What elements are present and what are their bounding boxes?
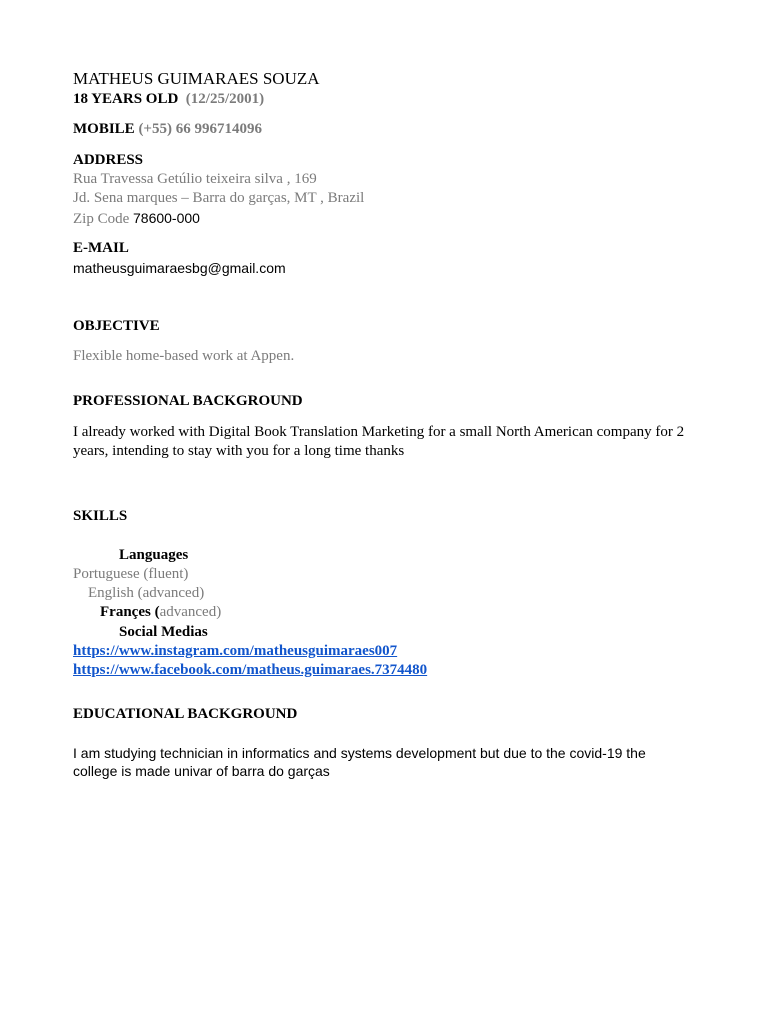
french-label: Françes ( (100, 604, 160, 620)
objective-label: OBJECTIVE (73, 318, 160, 334)
email-value: matheusguimaraesbg@gmail.com (73, 260, 286, 276)
language-french (100, 603, 221, 622)
french-level: advanced) (159, 604, 222, 620)
skills-label: SKILLS (73, 508, 128, 524)
address-line-1: Rua Travessa Getúlio teixeira silva , 169 (73, 171, 317, 187)
professional-label: PROFESSIONAL BACKGROUND (73, 393, 303, 409)
zip-value: 78600-000 (133, 210, 200, 226)
education-text: I am studying technician in informatics and systems development but due to the covid-19 the college is made univar of barra do garças (73, 745, 646, 779)
language-portuguese: Portuguese (fluent) (73, 566, 189, 582)
facebook-link[interactable]: https://www.facebook.com/matheus.guimaraes.7374480 (73, 662, 428, 678)
language-english: English (advanced) (88, 585, 205, 601)
email-label: E-MAIL (73, 240, 129, 256)
zip-label: Zip Code (73, 211, 130, 227)
languages-label: Languages (119, 547, 189, 563)
education-label: EDUCATIONAL BACKGROUND (73, 706, 298, 722)
instagram-link[interactable]: https://www.instagram.com/matheusguimaraes007 (73, 643, 398, 659)
zip-line (73, 209, 200, 229)
professional-text: I already worked with Digital Book Translation Marketing for a small North American company for 2 years, intending to stay with you for a long time thanks (73, 424, 685, 459)
mobile-label: MOBILE (73, 121, 135, 137)
age-line (73, 90, 264, 109)
mobile-line (73, 120, 262, 139)
objective-text: Flexible home-based work at Appen. (73, 348, 295, 364)
address-line-2: Jd. Sena marques – Barra do garças, MT , Brazil (73, 190, 365, 206)
birth-date: (12/25/2001) (185, 91, 265, 107)
address-label: ADDRESS (73, 152, 144, 168)
mobile-value: (+55) 66 996714096 (138, 121, 262, 137)
age-label: 18 YEARS OLD (73, 91, 179, 107)
social-medias-label: Social Medias (119, 624, 208, 640)
full-name: MATHEUS GUIMARAES SOUZA (73, 69, 320, 88)
